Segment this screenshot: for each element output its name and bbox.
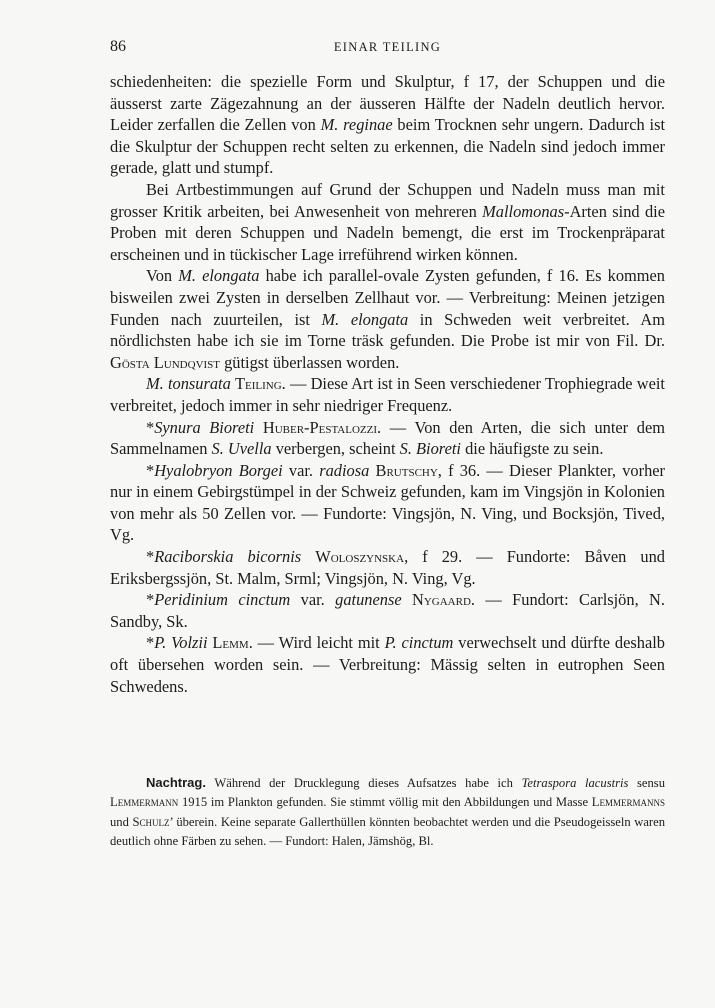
paragraph [110,265,665,373]
nachtrag-label: Nachtrag. [146,775,206,790]
text-run: , f 36. — Dieser Plankter, vorher nur in einem Gebirgstümpel in der Schweiz gefunden, kam im Vingsjön in Kolonien von mehr als 50 Zellen vor. — Fundorte: Vingsjön, N. Ving, und Bocksjön, Tived, Vg. [110,460,665,545]
text-run: var. [282,460,320,480]
author-name: Lemmermanns [591,795,665,810]
paragraph [110,373,665,416]
paragraph [110,632,665,697]
italic-term: Synura Bioreti [154,417,255,437]
author-name: Lemmermann [110,795,179,810]
italic-term: M. tonsurata [146,374,231,394]
italic-term: radiosa [319,460,370,480]
text-run: * [146,590,155,610]
text-run: gütigst überlassen worden. [220,352,400,372]
text-run: Von [146,266,179,286]
paragraph [110,546,665,589]
text-run [301,547,315,566]
author-name: Woloszynska [315,547,405,567]
italic-term: M. reginae [320,115,393,135]
text-run: und [110,814,133,829]
text-run: beim Trocknen sehr ungern. Dadurch ist die Skulptur der Schuppen recht selten zu erkennen, die Nadeln sind jedoch immer gerade, glatt und stumpf. [110,115,665,178]
text-run: . — Von den Arten, die sich unter dem Sammelnamen [110,417,665,459]
text-run: verbergen, scheint [271,439,400,459]
text-run: Bei Artbestimmungen auf Grund der Schuppen und Nadeln muss man mit grosser Kritik arbeiten, bei Anwesenheit von mehreren [110,179,665,221]
text-run: * [146,417,155,437]
paragraph [110,417,665,460]
italic-term: P. cinctum [384,633,454,653]
author-name: Nygaard [412,590,471,610]
text-run: ’ überein. Keine separate Gallerthüllen könnten beobachtet werden und die Pseudogeisseln waren deutlich ohne Färben zu sehen. — Fundort: Halen, Jämshög, Bl. [110,814,665,849]
italic-term: gatunense [335,590,402,610]
italic-term: P. Volzii [154,633,208,653]
page-number: 86 [110,38,126,55]
nachtrag-note [110,773,665,852]
text-run: * [146,633,155,653]
italic-term: Hyalobryon Borgei [154,460,283,480]
text-run: Während der Drucklegung dieses Aufsatzes habe ich [205,776,522,790]
italic-term: Tetraspora lacustris [521,776,629,790]
text-run: in Schweden weit verbreitet. Am nördlichsten habe ich sie im Torne träsk gefunden. Die Probe ist mir von Fil. Dr. [110,309,665,351]
italic-term: S. Bioreti [399,439,461,459]
author-name: Schulz [132,814,170,829]
author-name: Huber-Pestalozzi [262,417,377,437]
paragraph [110,71,665,179]
text-run: . — Wird leicht mit [248,633,385,653]
text-run: sensu [628,776,665,790]
text-run: -Arten sind die Proben mit deren Schuppen und Nadeln bemengt, die erst im Trockenpräparat erscheinen und in tückischer Lage irreführend wirken können. [110,201,665,264]
text-run: , f 29. — Fundorte: Båven und Eriksbergssjön, St. Malm, Srml; Vingsjön, N. Ving, Vg. [110,547,665,588]
author-name: Lemm [212,633,249,653]
text-run: die häufigste zu sein. [460,439,604,459]
author-name: Teiling [235,374,282,394]
italic-term: M. elongata [178,266,260,286]
body-text [110,71,665,697]
paragraph [110,589,665,632]
text-run: * [146,547,155,567]
running-title: EINAR TEILING [333,40,442,54]
text-run: verwechselt und dürfte deshalb oft übersehen worden sein. — Verbreitung: Mässig selten in eutrophen Seen Schwedens. [110,633,665,696]
text-run: . — Diese Art ist in Seen verschiedener Trophiegrade weit verbreitet, jedoch immer in sehr niedriger Frequenz. [110,374,665,415]
text-run [254,418,263,437]
author-name: Brutschy [375,460,438,480]
text-run: var. [290,590,336,610]
italic-term: M. elongata [321,309,409,329]
italic-term: Raciborskia bicornis [154,547,302,567]
text-run: 1915 im Plankton gefunden. Sie stimmt völlig mit den Abbildungen und Masse [178,795,592,810]
italic-term: Peridinium cinctum [154,590,291,610]
text-run: . — Fundort: Carlsjön, N. Sandby, Sk. [110,590,665,631]
text-run: * [146,460,155,480]
text-run [402,590,412,609]
italic-term: Mallomonas [482,201,565,221]
text-run: habe ich parallel-ovale Zysten gefunden, f 16. Es kommen bisweilen zwei Zysten in derselben Zellhaut vor. — Verbreitung: Meinen jetzigen Funden nach zuurteilen, ist [110,266,665,329]
paragraph [110,460,665,546]
author-name: Gösta Lundqvist [110,352,221,372]
italic-term: S. Uvella [211,439,272,459]
paragraph [110,179,665,265]
text-run: schiedenheiten: die spezielle Form und Skulptur, f 17, der Schuppen und die äusserst zarte Zägezahnung an der äusseren Hälfte der Nadeln deutlich hervor. Leider zerfallen die Zellen von [110,72,665,135]
page-header [110,38,665,58]
